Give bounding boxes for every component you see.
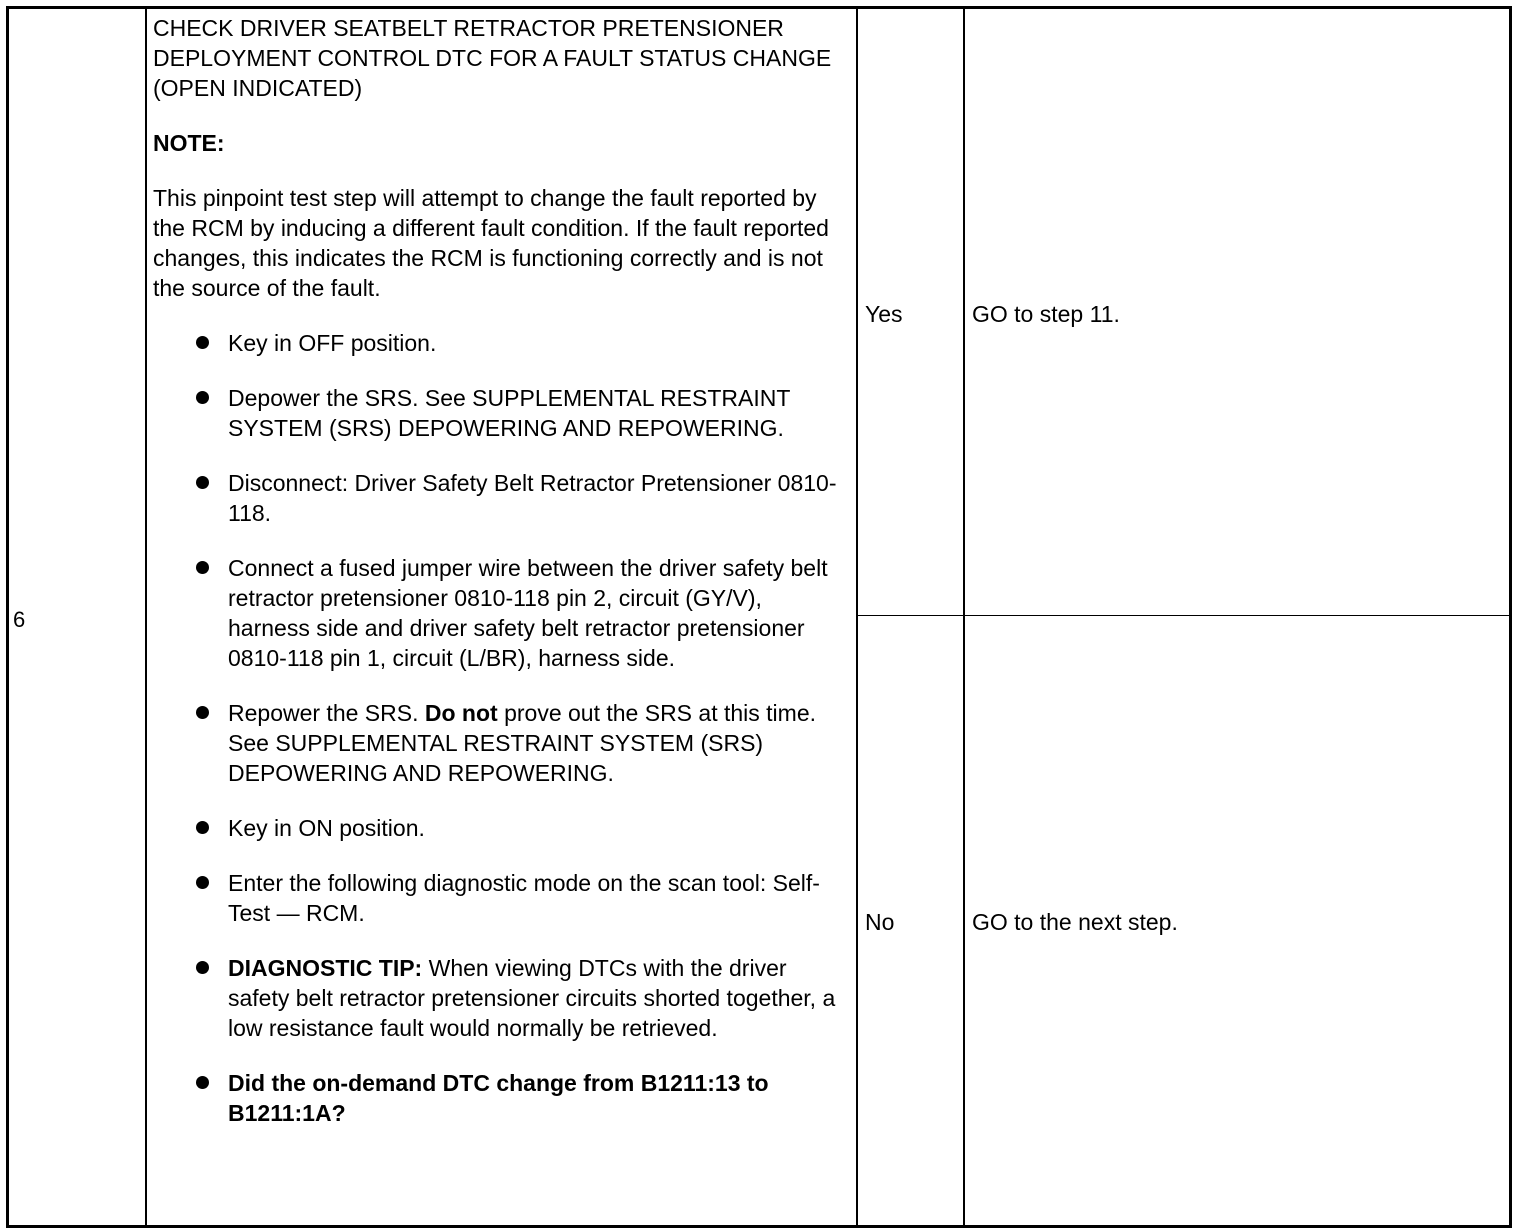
bullet-icon <box>196 336 209 349</box>
list-item: Connect a fused jumper wire between the driver safety belt retractor pretensioner 0810-118 pin 2, circuit (GY/V), harness side and driver safety belt retractor pretensioner 0810-118 pin 1, circuit (L/BR), harness side. <box>153 553 843 673</box>
step-content <box>153 13 843 1128</box>
column-divider <box>145 9 147 1225</box>
bullet-icon <box>196 391 209 404</box>
test-step-table <box>6 6 1512 1228</box>
row-divider <box>858 615 1509 616</box>
note-label: NOTE: <box>153 130 225 156</box>
column-divider <box>856 9 858 1225</box>
bullet-icon <box>196 821 209 834</box>
list-item: Depower the SRS. See SUPPLEMENTAL RESTRAINT SYSTEM (SRS) DEPOWERING AND REPOWERING. <box>153 383 843 443</box>
bullet-icon <box>196 1076 209 1089</box>
note-text: This pinpoint test step will attempt to change the fault reported by the RCM by inducing a different fault condition. If the fault reported changes, this indicates the RCM is functioning correctly and is not the source of the fault. <box>153 185 829 301</box>
no-action: GO to the next step. <box>972 909 1178 935</box>
bullet-icon <box>196 476 209 489</box>
list-item: Disconnect: Driver Safety Belt Retractor Pretensioner 0810-118. <box>153 468 843 528</box>
bullet-icon <box>196 561 209 574</box>
yes-label: Yes <box>865 301 903 327</box>
yes-action: GO to step 11. <box>972 301 1120 327</box>
list-item: Repower the SRS. Do not prove out the SRS at this time. See SUPPLEMENTAL RESTRAINT SYSTEM (SRS) DEPOWERING AND REPOWERING. <box>153 698 843 788</box>
bullet-icon <box>196 961 209 974</box>
list-item: Did the on-demand DTC change from B1211:13 to B1211:1A? <box>153 1068 843 1128</box>
list-item: Enter the following diagnostic mode on the scan tool: Self-Test — RCM. <box>153 868 843 928</box>
step-title: CHECK DRIVER SEATBELT RETRACTOR PRETENSIONER DEPLOYMENT CONTROL DTC FOR A FAULT STATUS CHANGE (OPEN INDICATED) <box>153 15 832 101</box>
column-divider <box>963 9 965 1225</box>
bullet-icon <box>196 876 209 889</box>
list-item: Key in ON position. <box>153 813 843 843</box>
procedure-list <box>153 328 843 1128</box>
list-item: Key in OFF position. <box>153 328 843 358</box>
list-item: DIAGNOSTIC TIP: When viewing DTCs with the driver safety belt retractor pretensioner circuits shorted together, a low resistance fault would normally be retrieved. <box>153 953 843 1043</box>
bullet-icon <box>196 706 209 719</box>
step-number: 6 <box>13 607 26 632</box>
no-label: No <box>865 909 895 935</box>
